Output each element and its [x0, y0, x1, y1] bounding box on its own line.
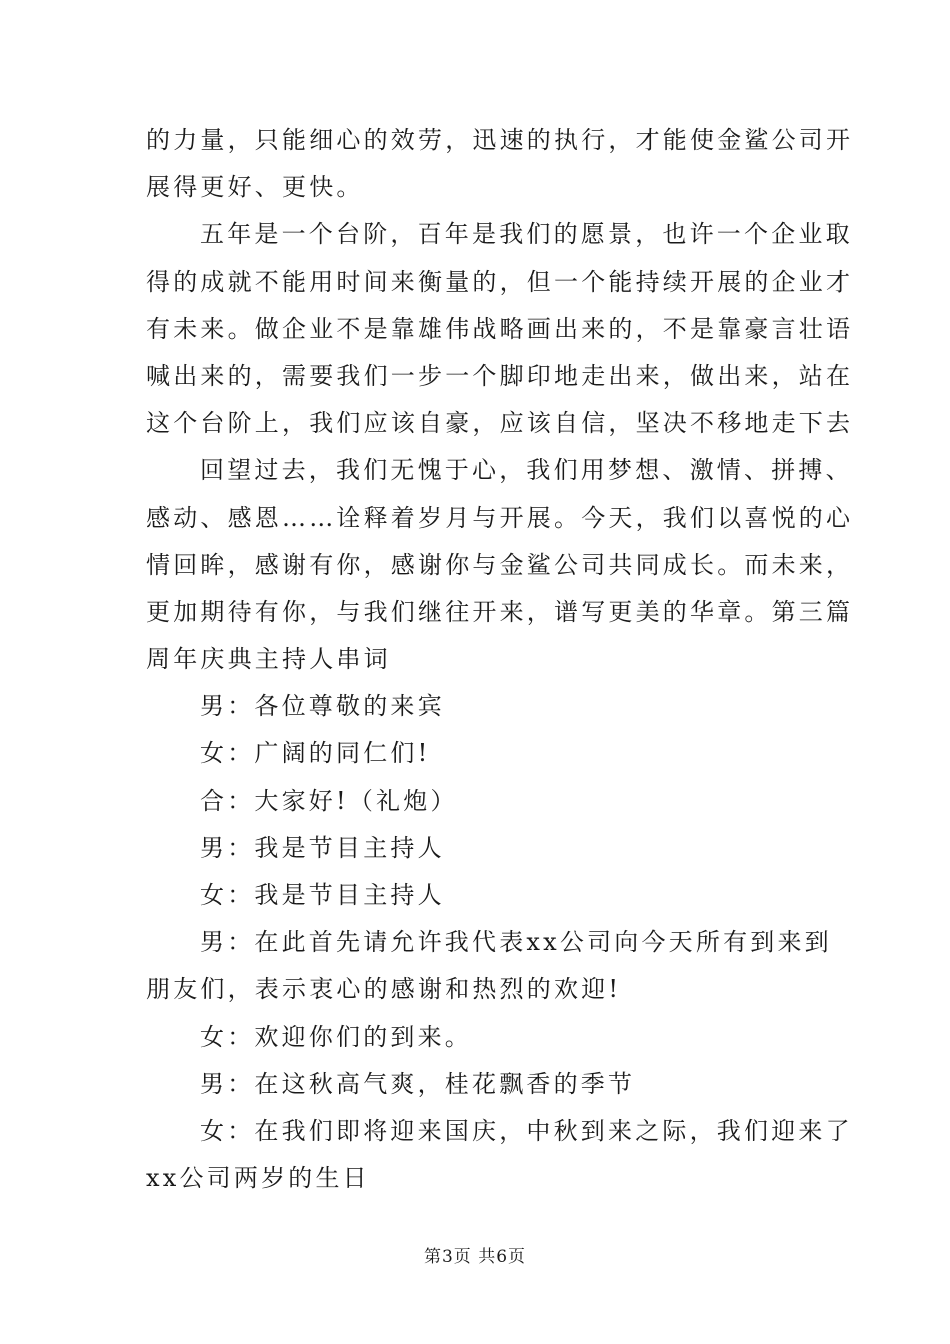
- dialogue-line: 女：欢迎你们的到来。: [200, 1022, 472, 1051]
- dialogue-line: 男：我是节目主持人: [200, 833, 445, 862]
- paragraph-start-line: 五年是一个台阶，百年是我们的愿景，也许一个企业取: [200, 220, 853, 249]
- text-line: 周年庆典主持人串词: [146, 645, 391, 674]
- text-line: 得的成就不能用时间来衡量的，但一个能持续开展的企业才: [146, 267, 854, 296]
- dialogue-line: 女：在我们即将迎来国庆，中秋到来之际，我们迎来了: [200, 1116, 853, 1145]
- dialogue-line: 女：我是节目主持人: [200, 881, 445, 909]
- dialogue-line: 男：在这秋高气爽，桂花飘香的季节: [200, 1069, 636, 1098]
- dialogue-line: 男：在此首先请允许我代表xx公司向今天所有到来到: [200, 928, 832, 957]
- text-line: 情回眸，感谢有你，感谢你与金鲨公司共同成长。而未来，: [146, 550, 854, 579]
- text-line: 展得更好、更快。: [146, 173, 364, 202]
- document-body: [146, 117, 854, 1202]
- dialogue-line: 合：大家好!（礼炮）: [200, 786, 458, 815]
- dialogue-line: 男：各位尊敬的来宾: [200, 692, 445, 721]
- text-line: xx公司两岁的生日: [146, 1164, 370, 1193]
- text-line: 喊出来的，需要我们一步一个脚印地走出来，做出来，站在: [146, 361, 854, 390]
- dialogue-line: 女：广阔的同仁们!: [200, 739, 431, 768]
- text-line: 更加期待有你，与我们继往开来，谱写更美的华章。第三篇: [146, 597, 854, 626]
- text-line: 的力量，只能细心的效劳，迅速的执行，才能使金鲨公司开: [146, 126, 854, 154]
- text-line: 朋友们，表示衷心的感谢和热烈的欢迎!: [146, 975, 622, 1004]
- text-line: 这个台阶上，我们应该自豪，应该自信，坚决不移地走下去: [146, 409, 854, 438]
- text-line: 有未来。做企业不是靠雄伟战略画出来的，不是靠豪言壮语: [146, 314, 854, 343]
- paragraph-start-line: 回望过去，我们无愧于心，我们用梦想、激情、拼搏、: [200, 456, 853, 485]
- text-line: 感动、感恩……诠释着岁月与开展。今天，我们以喜悦的心: [146, 503, 854, 532]
- page-number-footer: 第3页 共6页: [423, 1247, 527, 1267]
